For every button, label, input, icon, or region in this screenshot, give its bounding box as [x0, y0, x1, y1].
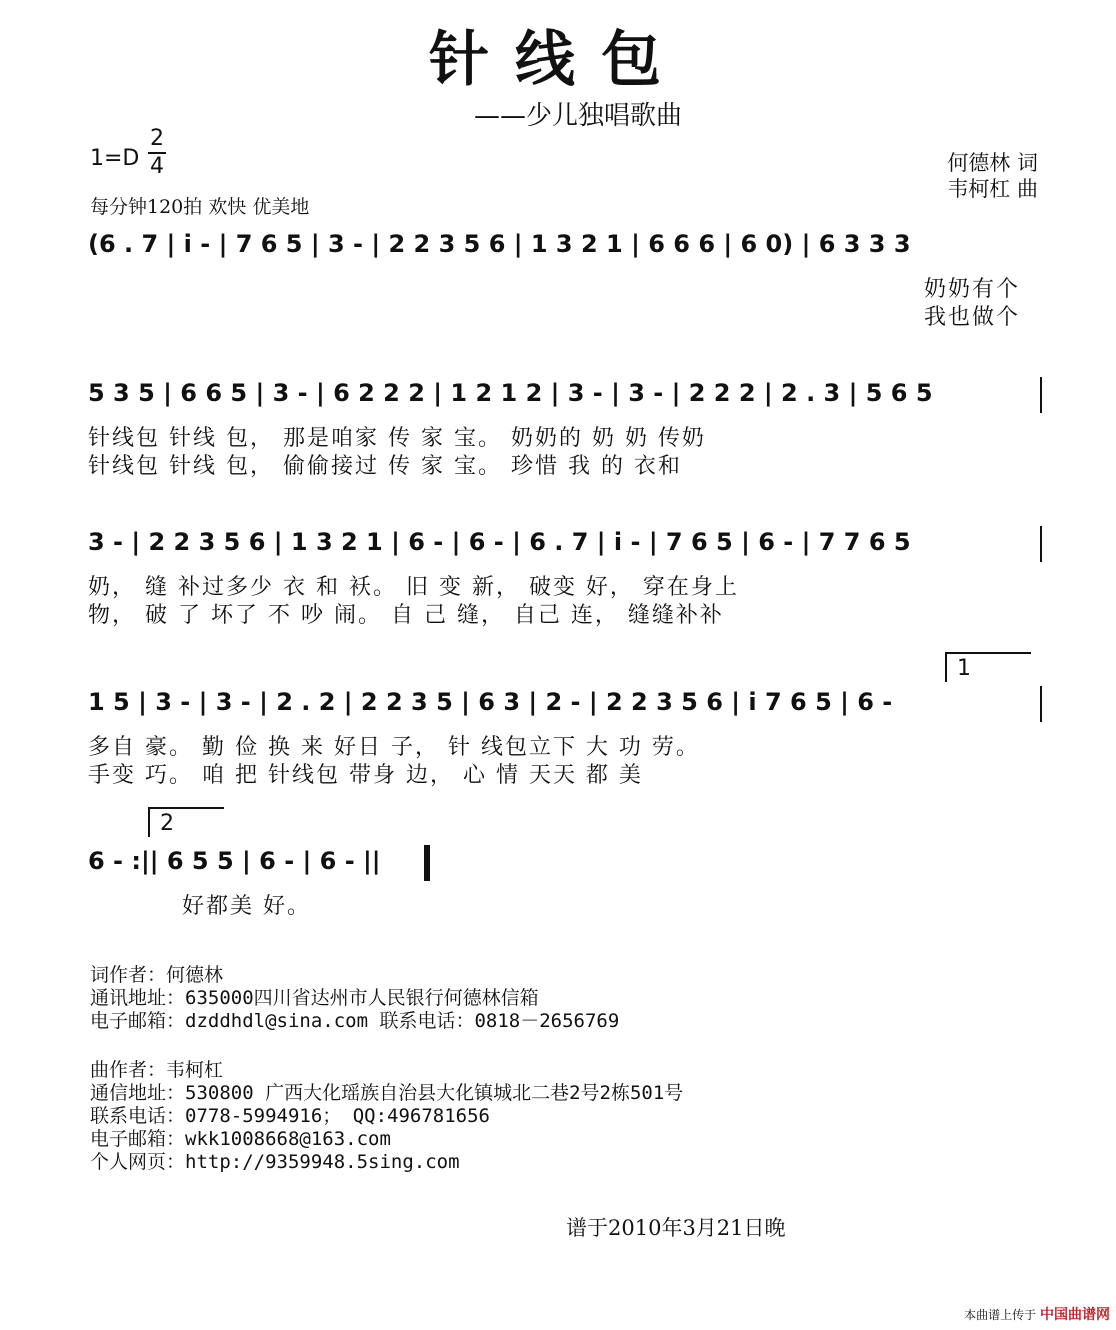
- credits: [947, 150, 1038, 202]
- notes-line-5: 6 - :|| 6 5 5 | 6 - | 6 - ||: [88, 847, 381, 875]
- notes-line-3: 3 - | 2 2 3 5 6 | 1 3 2 1 | 6 - | 6 - | 6 . 7 | i - | 7 6 5 | 6 - | 7 7 6 5: [88, 528, 911, 556]
- lyric-line-1-verse-1: 奶奶有个: [924, 277, 1021, 302]
- tempo-marking: 每分钟120拍 欢快 优美地: [90, 196, 310, 218]
- song-subtitle: ——少儿独唱歌曲: [473, 101, 682, 131]
- lyricist-contact: 电子邮箱：dzddhdl@sina.com 联系电话：0818－2656769: [90, 1010, 620, 1032]
- meter-bottom: 4: [150, 154, 164, 179]
- lyric-line-4-verse-2: 手变 巧。 咱 把 针线包 带身 边， 心 情 天天 都 美: [88, 763, 643, 788]
- lyricist-credit: 何德林 词: [947, 151, 1038, 175]
- barline: [1040, 377, 1042, 413]
- watermark-brand: 中国曲谱网: [1040, 1307, 1110, 1323]
- key-signature: 1=D: [90, 146, 140, 171]
- lyric-line-2-verse-2: 针线包 针线 包， 偷偷接过 传 家 宝。 珍惜 我 的 衣和: [88, 454, 682, 479]
- watermark-prefix: 本曲谱上传于: [964, 1308, 1037, 1322]
- barline: [1040, 686, 1042, 722]
- meter-top: 2: [150, 126, 164, 151]
- song-title: 针线包: [429, 25, 687, 95]
- lyric-line-3-verse-1: 奶， 缝 补过多少 衣 和 袄。 旧 变 新， 破变 好， 穿在身上: [88, 575, 739, 600]
- notes-line-2: 5 3 5 | 6 6 5 | 3 - | 6 2 2 2 | 1 2 1 2 | 3 - | 3 - | 2 2 2 | 2 . 3 | 5 6 5: [88, 379, 933, 407]
- lyric-line-3-verse-2: 物， 破 了 坏了 不 吵 闹。 自 己 缝， 自己 连， 缝缝补补: [88, 603, 724, 628]
- composer-name: 曲作者：韦柯杠: [90, 1059, 224, 1081]
- composer-email: 电子邮箱：wkk1008668@163.com: [90, 1128, 391, 1150]
- final-barline: [424, 845, 430, 881]
- notes-line-1: (6 . 7 | i - | 7 6 5 | 3 - | 2 2 3 5 6 | 1 3 2 1 | 6 6 6 | 6 0) | 6 3 3 3: [88, 230, 911, 258]
- lyric-line-1-verse-2: 我也做个: [924, 305, 1021, 330]
- time-signature: [148, 126, 166, 180]
- composition-date: 谱于2010年3月21日晚: [566, 1216, 786, 1240]
- lyricist-name: 词作者：何德林: [90, 964, 224, 986]
- lyricist-info: [90, 964, 619, 1033]
- watermark: [964, 1304, 1110, 1324]
- composer-info: [90, 1059, 683, 1174]
- composer-website: 个人网页：http://9359948.5sing.com: [90, 1151, 460, 1173]
- barline: [1040, 526, 1042, 562]
- notes-line-4: 1 5 | 3 - | 3 - | 2 . 2 | 2 2 3 5 | 6 3 | 2 - | 2 2 3 5 6 | i 7 6 5 | 6 -: [88, 688, 893, 716]
- volta-bracket-2: 2: [148, 807, 224, 837]
- lyric-line-4-verse-1: 多自 豪。 勤 俭 换 来 好日 子， 针 线包立下 大 功 劳。: [88, 735, 700, 760]
- volta-bracket-1: 1: [945, 652, 1031, 682]
- lyric-line-2-verse-1: 针线包 针线 包， 那是咱家 传 家 宝。 奶奶的 奶 奶 传奶: [88, 426, 706, 451]
- composer-phone: 联系电话：0778-5994916； QQ:496781656: [90, 1105, 490, 1127]
- lyric-line-5-verse-1: 好都美 好。: [182, 894, 311, 919]
- composer-credit: 韦柯杠 曲: [947, 177, 1038, 201]
- composer-address: 通信地址：530800 广西大化瑶族自治县大化镇城北二巷2号2栋501号: [90, 1082, 684, 1104]
- lyricist-address: 通讯地址：635000四川省达州市人民银行何德林信箱: [90, 987, 539, 1009]
